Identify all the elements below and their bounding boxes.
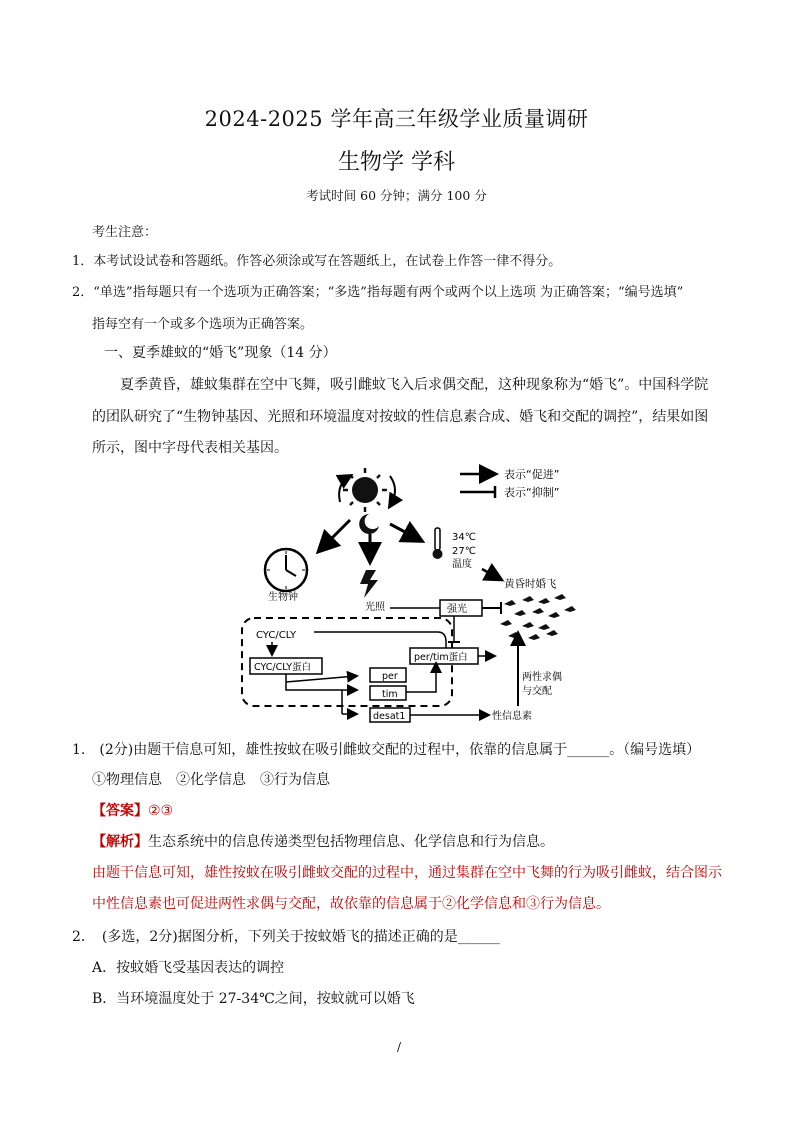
notice-heading: 考生注意： [92,225,158,240]
clock-icon [265,549,307,591]
cyc-clk-protein-label: CYC/CLY蛋白 [254,662,312,673]
arrow-to-temp [390,524,420,540]
mating-line-2: 与交配 [522,686,552,697]
q1-analysis-3: 中性信息素也可促进两性求偶与交配，故依靠的信息属于②化学信息和③行为信息。 [92,896,610,912]
genes-to-protein [406,664,436,692]
temp-label: 温度 [452,559,472,570]
intro-line-3: 所示，图中字母代表相关基因。 [92,440,288,456]
answer-value: ②③ [148,803,174,819]
q1-analysis-2: 由题干信息可知，雄性按蚊在吸引雌蚊交配的过程中，通过集群在空中飞舞的行为吸引雌蚊，结合图示 [92,865,722,881]
exam-info: 考试时间 60 分钟；满分 100 分 [306,188,487,203]
legend-inhibit-label: 表示“抑制” [504,486,560,499]
clock-label: 生物钟 [268,592,298,603]
tim-label: tim [382,689,398,700]
section-heading: 一、夏季雄蚊的“婚飞”现象（14 分） [104,345,337,361]
desat1-label: desat1 [373,711,406,722]
temp-high: 34℃ [452,532,476,543]
notice-item-1: 1．本考试设试卷和答题纸。作答必须涂或写在答题纸上，在试卷上作答一律不得分。 [72,254,562,269]
arrow-to-clock [320,520,350,550]
moon-icon [359,514,379,534]
intro-line-1: 夏季黄昏，雄蚊集群在空中飞舞，吸引雌蚊飞入后求偶交配，这种现象称为“婚飞”。中国科学院 [120,377,709,393]
light-label: 光照 [365,602,385,613]
thermometer-icon [433,528,443,559]
sun-icon [343,468,387,512]
temp-low: 27℃ [452,546,476,557]
q1-stem: 1. (2分)由题干信息可知，雄性按蚊在吸引雌蚊交配的过程中，依靠的信息属于______。（编号选填） [72,742,701,758]
q2-stem: 2． (多选，2分)据图分析，下列关于按蚊婚飞的描述正确的是______ [72,929,500,945]
legend-promote-label: 表示“促进” [504,468,560,481]
subject-title: 生物学 学科 [338,150,455,175]
q2-option-a: A．按蚊婚飞受基因表达的调控 [92,960,285,976]
q1-answer [92,800,173,820]
notice-item-2-line1: 2．“单选”指每题只有一个选项为正确答案；“多选”指每题有两个或两个以上选项 为正确答案；“编号选填” [72,285,684,300]
arrow-temp-to-flight [482,569,500,579]
feedback-line [314,632,446,648]
cyc-clk-gene: CYC/CLY [256,630,297,641]
swarm-icon [500,594,576,640]
exam-title: 2024-2025 学年高三年级学业质量调研 [204,107,589,131]
q1-options: ①物理信息 ②化学信息 ③行为信息 [92,772,330,788]
q1-analysis-1 [92,831,554,851]
notice-item-2-line2: 指每空有一个或多个选项为正确答案。 [92,317,314,332]
intro-line-2: 的团队研究了“生物钟基因、光照和环境温度对按蚊的性信息素合成、婚飞和交配的调控”，结果如图 [92,409,709,425]
per-label: per [382,671,398,682]
lightning-icon [360,570,378,598]
regulation-diagram [232,462,584,730]
mating-line-1: 两性求偶 [522,672,562,683]
cycle-arrow-right [390,476,395,506]
q2-option-b: B．当环境温度处于 27-34℃之间，按蚊就可以婚飞 [92,991,415,1007]
analysis-tag: 【解析】 [92,834,148,850]
per-tim-protein-label: per/tim蛋白 [414,652,468,663]
protein-to-per [286,676,356,682]
pheromone-label: 性信息素 [492,711,532,722]
strong-light-label: 强光 [447,604,467,615]
page-mark: / [397,1040,402,1054]
analysis-text-1: 生态系统中的信息传递类型包括物理信息、化学信息和行为信息。 [148,834,554,850]
answer-tag: 【答案】 [92,803,148,819]
dusk-flight-label: 黄昏时婚飞 [504,578,557,590]
